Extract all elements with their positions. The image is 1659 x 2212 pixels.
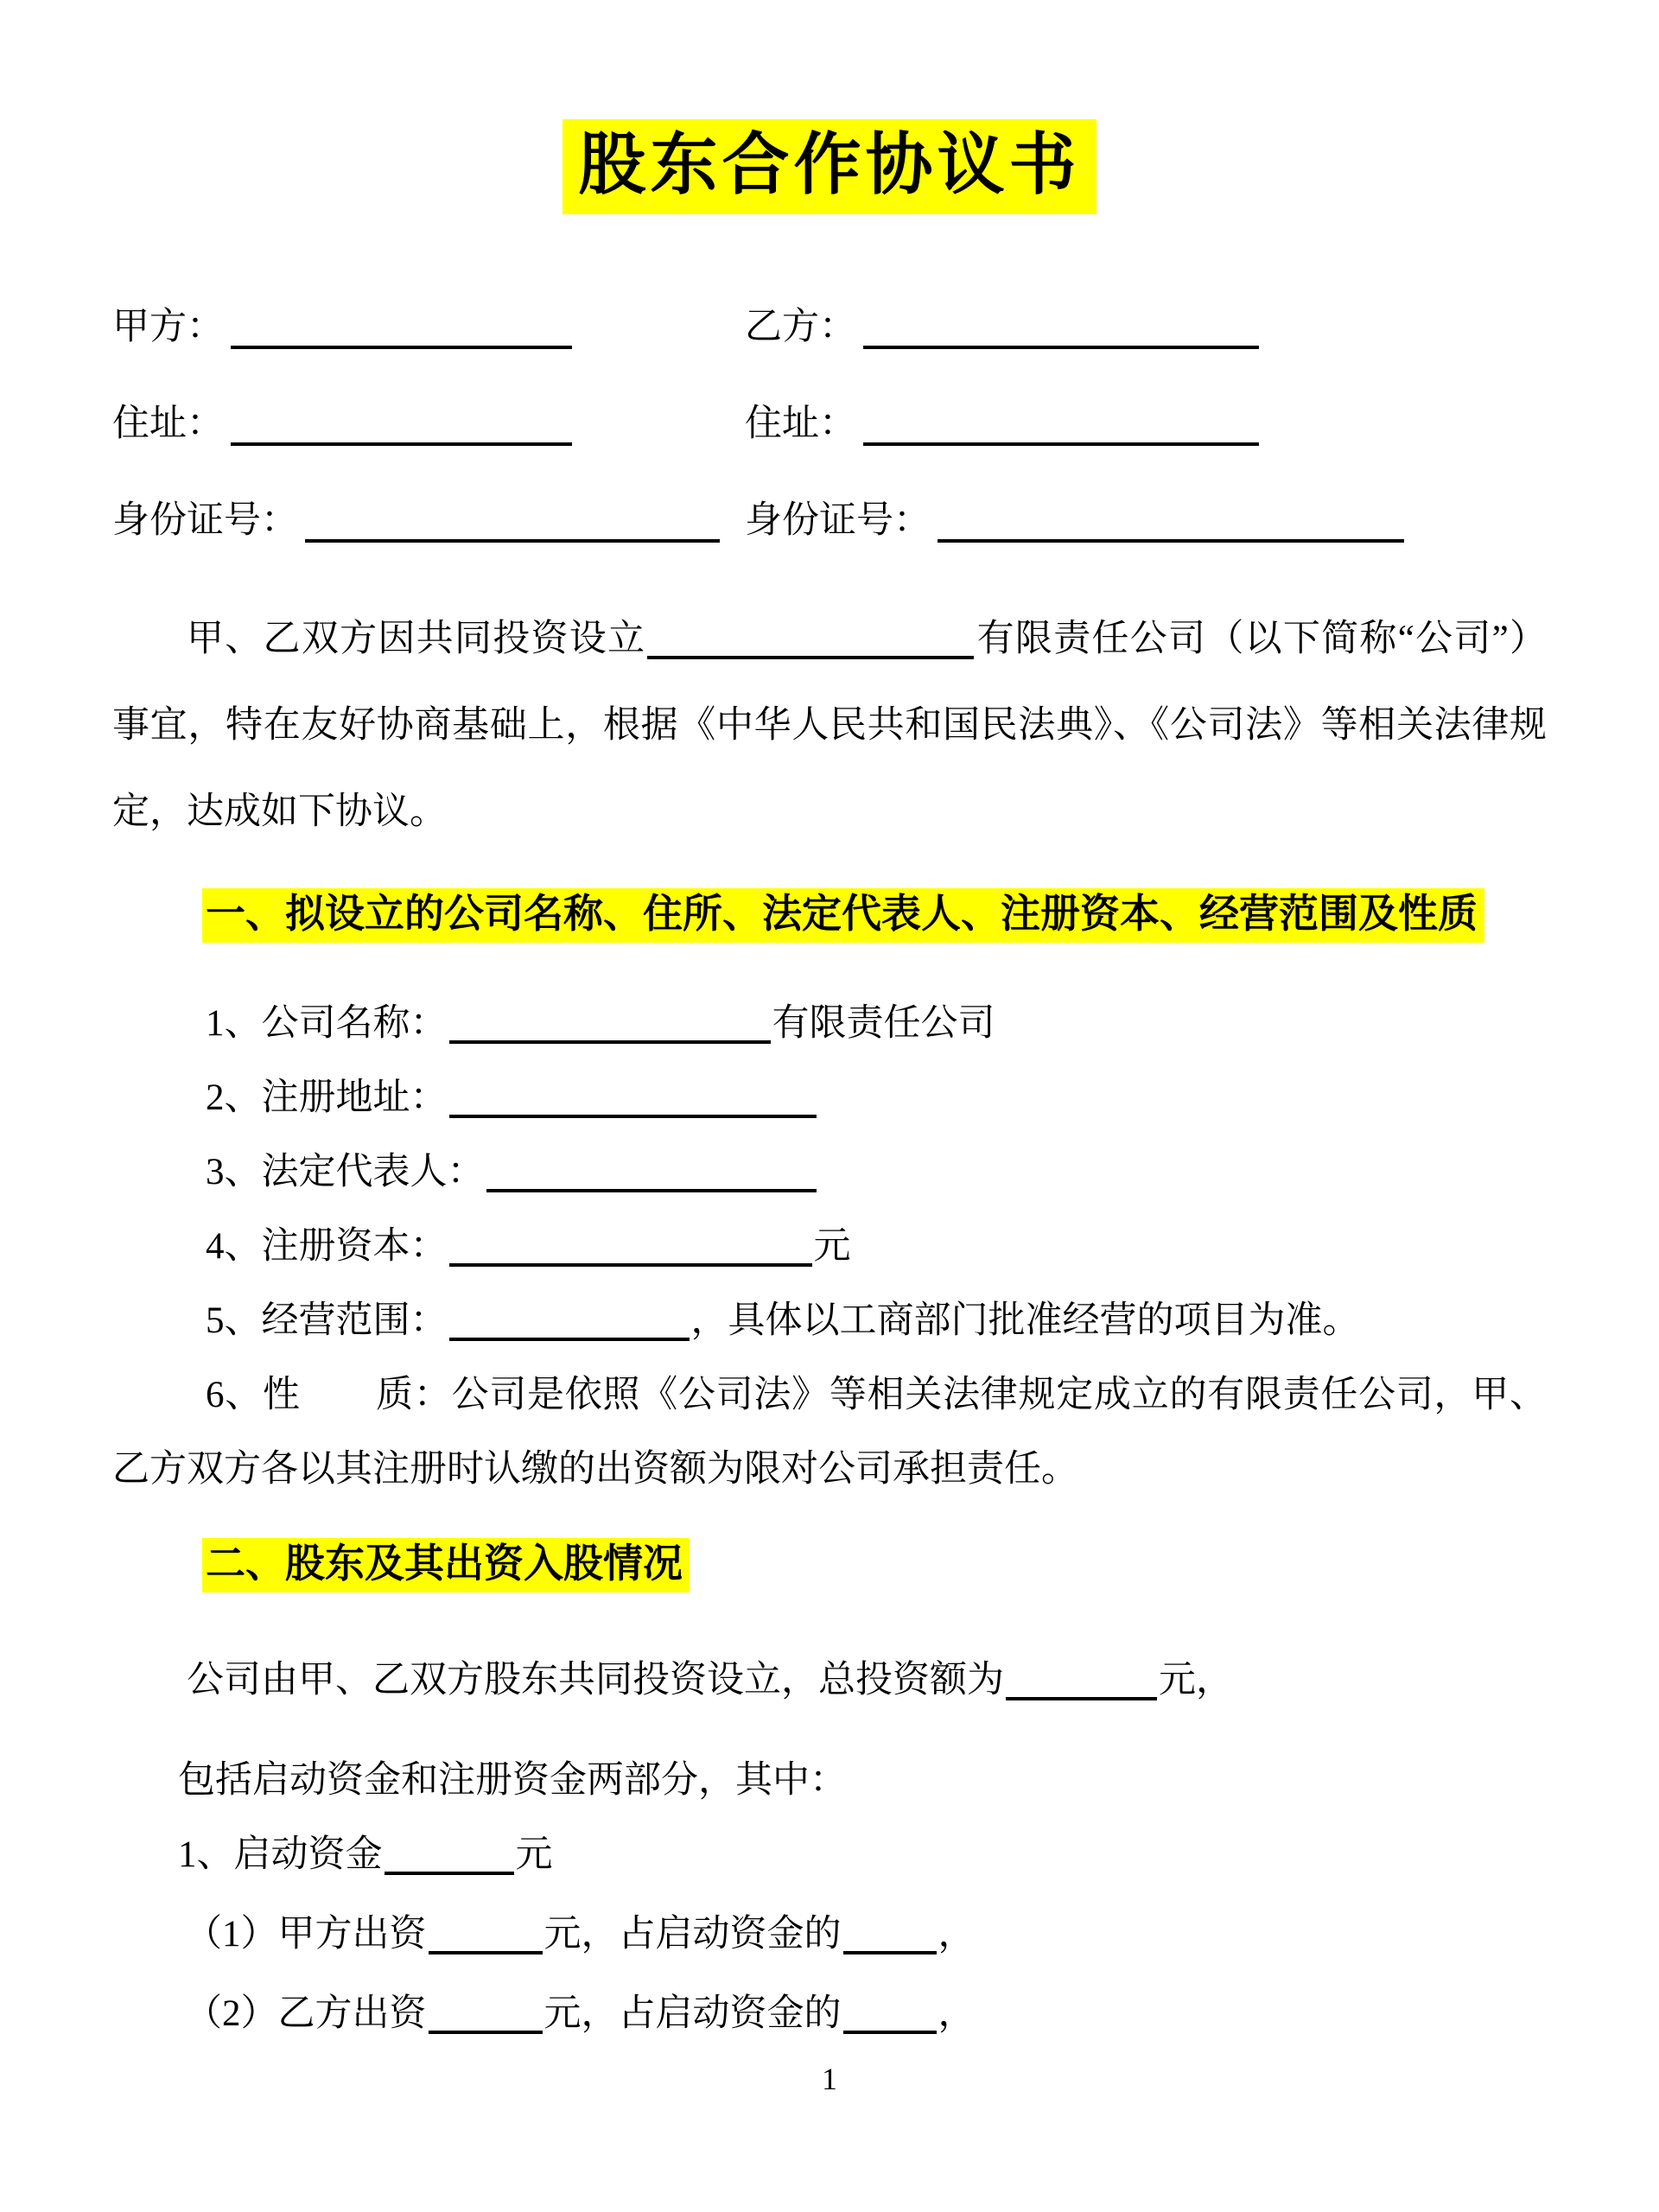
total-investment-suffix: 元， [1159, 1659, 1233, 1700]
section-two-heading: 二、股东及其出资入股情况 [202, 1538, 690, 1592]
party-b-contribution-mid: 元，占启动资金的 [543, 1993, 842, 2034]
item-registered-capital-blank[interactable] [449, 1224, 812, 1267]
party-a-id-cell [112, 494, 745, 548]
party-a-contribution-text: （1）甲方出资 [185, 1913, 427, 1955]
total-investment-line [112, 1643, 1547, 1718]
item-company-nature: 6、性 质：公司是依照《公司法》等相关法律规定成立的有限责任公司，甲、乙方双方各以其注册时认缴的出资额为限对公司承担责任。 [112, 1374, 1547, 1490]
party-b-contribution-line [112, 1977, 1547, 2051]
party-a-label: 甲方： [112, 306, 224, 347]
party-b-name-cell [745, 301, 1259, 354]
document-title: 股东合作协议书 [563, 119, 1096, 214]
address-row [112, 397, 1547, 451]
item-business-scope [112, 1284, 1547, 1358]
party-b-contribution-suffix: ， [938, 1993, 976, 2034]
party-b-contribution-blank[interactable] [429, 1991, 543, 2034]
id-number-row [112, 494, 1547, 548]
item-business-scope-label: 5、经营范围： [206, 1300, 448, 1341]
parties-block [112, 301, 1547, 548]
party-b-percentage-blank[interactable] [843, 1991, 937, 2034]
page-number: 1 [822, 2062, 837, 2096]
party-b-address-cell [745, 397, 1259, 451]
item-legal-representative [112, 1135, 1547, 1210]
item-business-scope-blank[interactable] [449, 1298, 690, 1341]
party-b-id-blank[interactable] [938, 499, 1404, 543]
party-b-label: 乙方： [745, 306, 856, 347]
item-company-name-label: 1、公司名称： [206, 1002, 448, 1044]
startup-capital-line [112, 1818, 1547, 1892]
party-a-address-cell [112, 397, 745, 451]
item-registered-capital-suffix: 元 [813, 1225, 851, 1267]
item-registered-capital-label: 4、注册资本： [206, 1225, 448, 1267]
item-legal-representative-blank[interactable] [486, 1149, 817, 1192]
party-a-contribution-line [112, 1897, 1547, 1972]
intro-paragraph [112, 596, 1547, 855]
title-block [0, 0, 1659, 214]
total-investment-blank[interactable] [1006, 1657, 1157, 1700]
party-a-id-label: 身份证号： [112, 499, 298, 541]
party-a-id-blank[interactable] [305, 499, 720, 543]
party-a-contribution-mid: 元，占启动资金的 [543, 1913, 842, 1955]
item-company-name-blank[interactable] [449, 1001, 771, 1044]
party-a-name-cell [112, 301, 745, 354]
startup-capital-suffix: 元 [515, 1834, 553, 1875]
party-b-id-cell [745, 494, 1404, 548]
item-registered-address [112, 1061, 1547, 1135]
item-company-name [112, 987, 1547, 1061]
party-a-percentage-blank[interactable] [843, 1911, 937, 1955]
company-name-blank[interactable] [647, 616, 974, 659]
item-registered-address-blank[interactable] [449, 1075, 817, 1118]
item-business-scope-suffix: ，具体以工商部门批准经营的项目为准。 [690, 1300, 1360, 1341]
total-investment-text: 公司由甲、乙双方股东共同投资设立，总投资额为 [187, 1659, 1004, 1700]
party-a-contribution-blank[interactable] [429, 1911, 543, 1955]
section-two [112, 1524, 1547, 1599]
breakdown-intro-line: 包括启动资金和注册资金两部分，其中： [178, 1759, 847, 1801]
document-body [0, 301, 1659, 2051]
startup-capital-blank[interactable] [385, 1832, 514, 1875]
item-legal-representative-label: 3、法定代表人： [206, 1151, 485, 1192]
party-a-name-blank[interactable] [231, 306, 572, 349]
party-b-address-blank[interactable] [863, 403, 1259, 446]
party-b-address-label: 住址： [745, 403, 856, 444]
party-a-address-label: 住址： [112, 403, 224, 444]
startup-capital-text: 1、启动资金 [178, 1834, 383, 1875]
section-one [112, 874, 1547, 949]
item-company-name-suffix: 有限责任公司 [772, 1002, 995, 1044]
intro-text-after: 有限责任公司（以下简称“公司”）事宜，特在友好协商基础上，根据《中华人民共和国民法典》、《公司法》等相关法律规定，达成如下协议。 [112, 618, 1548, 832]
section-one-heading: 一、拟设立的公司名称、住所、法定代表人、注册资本、经营范围及性质 [202, 888, 1484, 943]
party-a-contribution-suffix: ， [938, 1913, 976, 1955]
intro-text-before: 甲、乙双方因共同投资设立 [187, 618, 646, 659]
item-registered-address-label: 2、注册地址： [206, 1077, 448, 1118]
section-one-items [112, 987, 1547, 1507]
party-name-row [112, 301, 1547, 354]
item-registered-capital [112, 1210, 1547, 1284]
party-b-contribution-text: （2）乙方出资 [185, 1993, 427, 2034]
party-b-name-blank[interactable] [863, 306, 1259, 349]
party-a-address-blank[interactable] [231, 403, 572, 446]
party-b-id-label: 身份证号： [745, 499, 931, 541]
